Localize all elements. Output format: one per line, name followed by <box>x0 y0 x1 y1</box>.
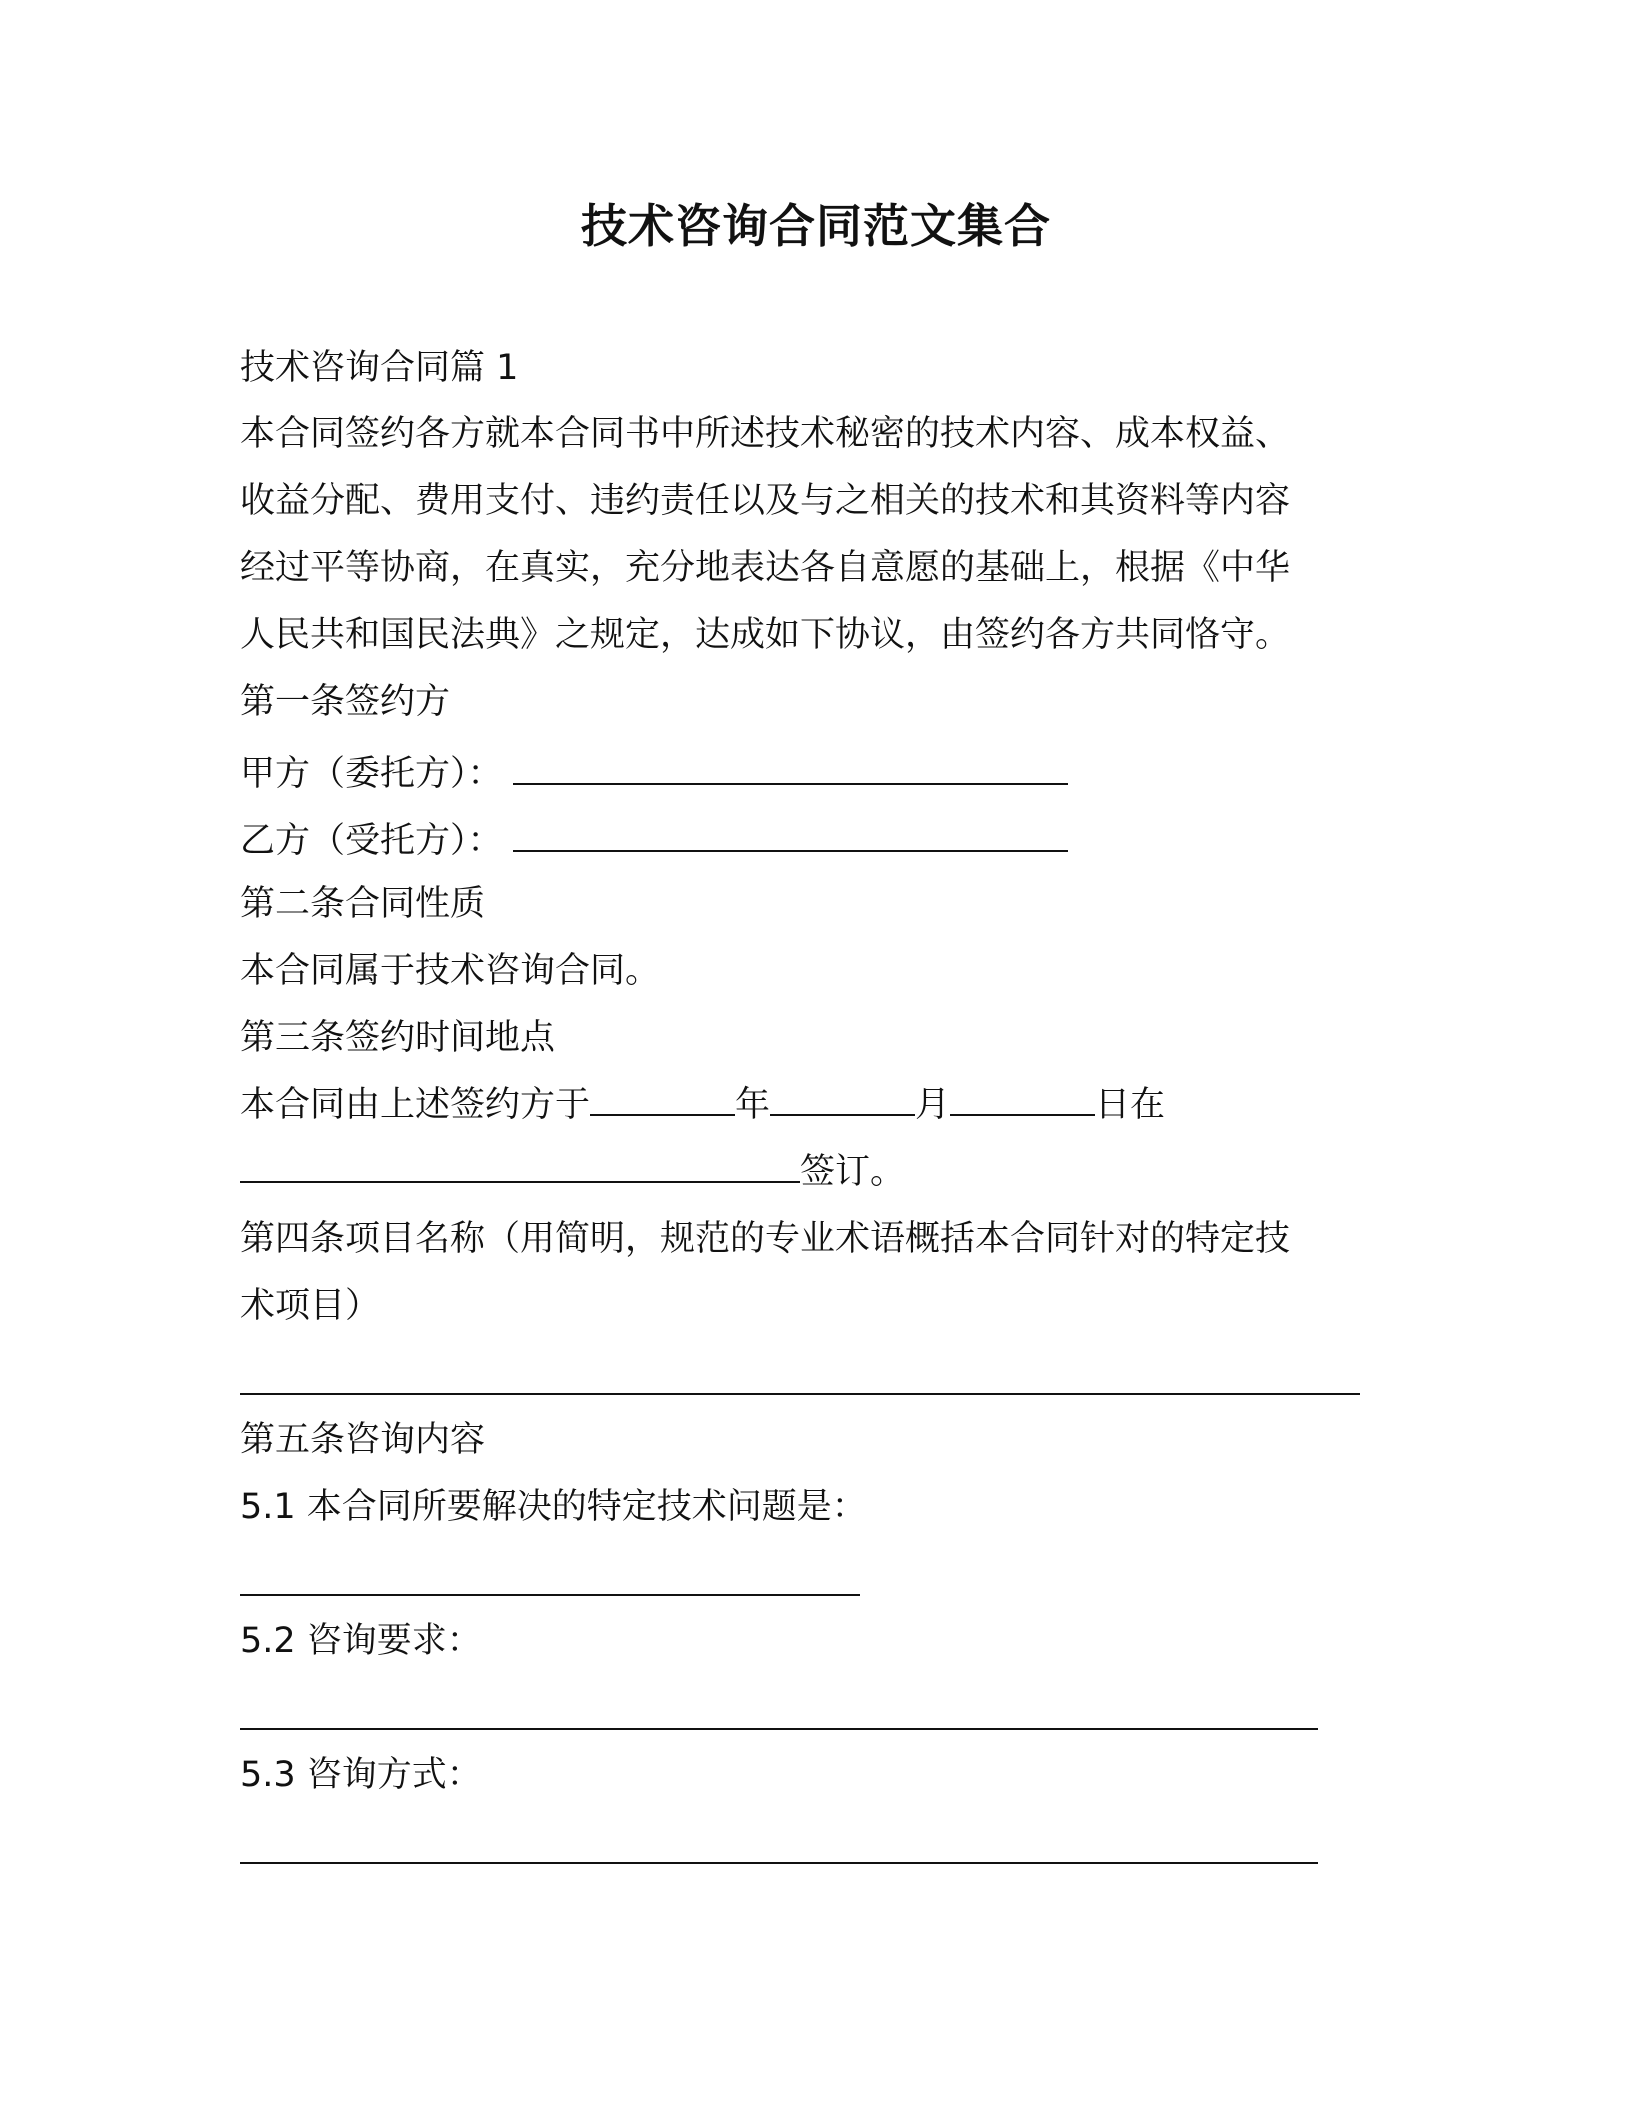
day-at-label: 日在 <box>1095 1085 1166 1125</box>
party-a-blank <box>513 753 1068 785</box>
item-5-3: 5.3 咨询方式： <box>240 1755 482 1795</box>
signed-label: 签订。 <box>800 1152 906 1192</box>
year-blank <box>590 1084 735 1116</box>
article-2-heading: 第二条合同性质 <box>240 884 486 924</box>
article-4-heading-line-2: 术项目） <box>240 1286 381 1326</box>
article-2-text: 本合同属于技术咨询合同。 <box>240 951 661 991</box>
party-a-row <box>240 750 1068 798</box>
item-5-2: 5.2 咨询要求： <box>240 1621 482 1661</box>
signing-prefix: 本合同由上述签约方于 <box>240 1085 591 1125</box>
project-name-blank <box>240 1393 1360 1395</box>
day-blank <box>950 1084 1095 1116</box>
year-label: 年 <box>735 1085 771 1125</box>
section-heading: 技术咨询合同篇 1 <box>240 348 519 388</box>
signing-place-row <box>240 1148 905 1196</box>
month-label: 月 <box>915 1085 951 1125</box>
intro-line-3: 经过平等协商，在真实，充分地表达各自意愿的基础上，根据《中华 <box>240 548 1291 588</box>
item-5-2-blank <box>240 1728 1318 1730</box>
place-blank <box>240 1151 800 1183</box>
article-4-heading-line-1: 第四条项目名称（用简明，规范的专业术语概括本合同针对的特定技 <box>240 1219 1291 1259</box>
party-b-row <box>240 817 1068 865</box>
intro-line-2: 收益分配、费用支付、违约责任以及与之相关的技术和其资料等内容 <box>240 481 1291 521</box>
intro-line-1: 本合同签约各方就本合同书中所述技术秘密的技术内容、成本权益、 <box>240 414 1291 454</box>
article-5-heading: 第五条咨询内容 <box>240 1420 486 1460</box>
article-1-heading: 第一条签约方 <box>240 682 451 722</box>
item-5-1-blank <box>240 1594 860 1596</box>
item-5-1: 5.1 本合同所要解决的特定技术问题是： <box>240 1487 867 1527</box>
item-5-3-blank <box>240 1862 1318 1864</box>
party-b-label: 乙方（受托方）： <box>240 821 503 861</box>
party-b-blank <box>513 820 1068 852</box>
intro-line-4: 人民共和国民法典》之规定，达成如下协议，由签约各方共同恪守。 <box>240 615 1291 655</box>
document-title: 技术咨询合同范文集合 <box>581 199 1051 253</box>
month-blank <box>770 1084 915 1116</box>
signing-date-row <box>240 1081 1165 1129</box>
article-3-heading: 第三条签约时间地点 <box>240 1018 556 1058</box>
party-a-label: 甲方（委托方）： <box>240 754 503 794</box>
